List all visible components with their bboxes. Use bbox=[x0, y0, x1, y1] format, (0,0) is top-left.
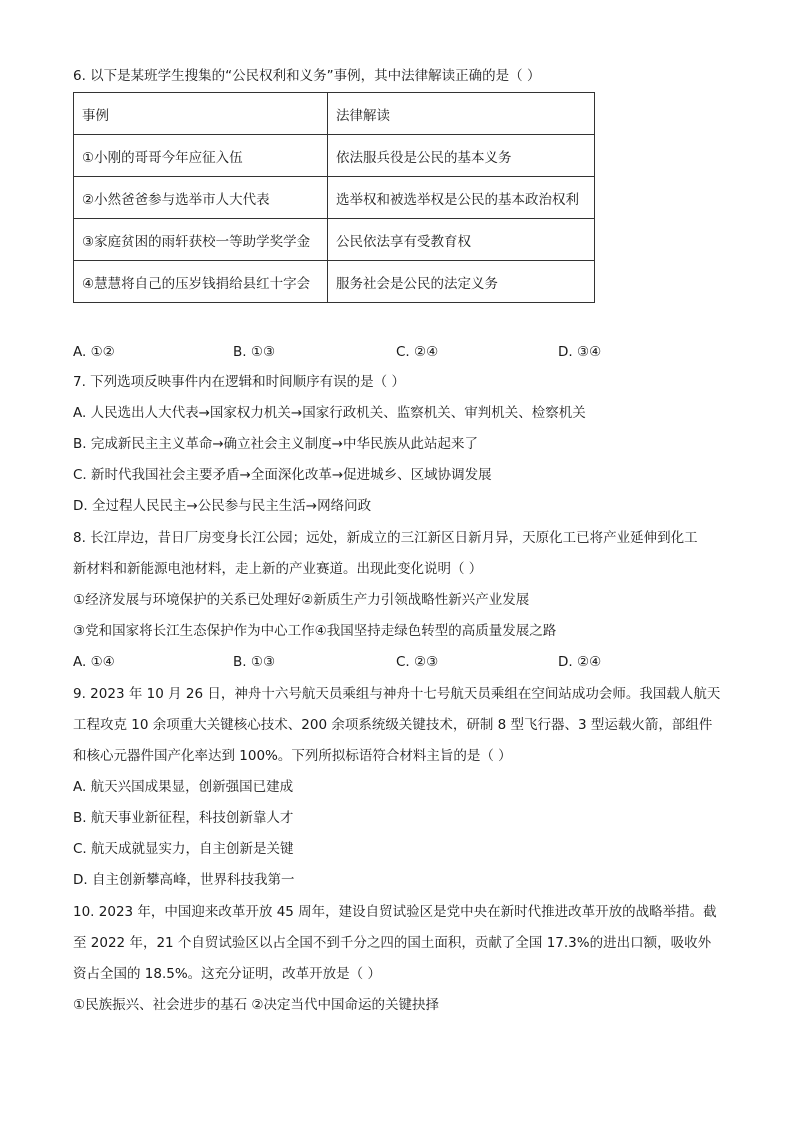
table-cell: ③家庭贫困的雨轩获校一等助学奖学金 bbox=[74, 219, 328, 261]
q9-stem-line: 9. 2023 年 10 月 26 日，神舟十六号航天员乘组与神舟十七号航天员乘组在空间站成功会师。我国载人航天 bbox=[73, 686, 721, 702]
table-cell: 依法服兵役是公民的基本义务 bbox=[328, 135, 595, 177]
q6-option-b: B. ①③ bbox=[233, 344, 276, 360]
q8-statement: ①经济发展与环境保护的关系已处理好②新质生产力引领战略性新兴产业发展 bbox=[73, 592, 530, 608]
q10-stem-line: 至 2022 年，21 个自贸试验区以占全国不到千分之四的国土面积，贡献了全国 17.3%的进出口额，吸收外 bbox=[73, 935, 712, 951]
q8-stem-line: 8. 长江岸边，昔日厂房变身长江公园；远处，新成立的三江新区日新月异，天原化工已将产业延伸到化工 bbox=[73, 530, 698, 546]
table-cell: ①小刚的哥哥今年应征入伍 bbox=[74, 135, 328, 177]
table-row bbox=[74, 177, 595, 219]
table-cell: 选举权和被选举权是公民的基本政治权利 bbox=[328, 177, 595, 219]
q6-table bbox=[73, 92, 595, 303]
table-cell: 服务社会是公民的法定义务 bbox=[328, 261, 595, 303]
q10-stem-line: 资占全国的 18.5%。这充分证明，改革开放是（ ） bbox=[73, 966, 381, 982]
q9-option-d: D. 自主创新攀高峰，世界科技我第一 bbox=[73, 872, 295, 888]
q6-option-d: D. ③④ bbox=[558, 344, 602, 360]
q8-option-c: C. ②③ bbox=[396, 654, 439, 670]
q8-option-b: B. ①③ bbox=[233, 654, 276, 670]
table-cell: ②小然爸爸参与选举市人大代表 bbox=[74, 177, 328, 219]
q8-stem-line: 新材料和新能源电池材料，走上新的产业赛道。出现此变化说明（ ） bbox=[73, 561, 483, 577]
q7-option-a: A. 人民选出人大代表→国家权力机关→国家行政机关、监察机关、审判机关、检察机关 bbox=[73, 405, 586, 421]
table-row bbox=[74, 219, 595, 261]
q7-option-d: D. 全过程人民民主→公民参与民主生活→网络问政 bbox=[73, 498, 372, 514]
q10-statement: ①民族振兴、社会进步的基石 ②决定当代中国命运的关键抉择 bbox=[73, 997, 439, 1013]
q8-option-a: A. ①④ bbox=[73, 654, 115, 670]
table-cell: 公民依法享有受教育权 bbox=[328, 219, 595, 261]
table-header-row bbox=[74, 93, 595, 135]
q9-stem-line: 工程攻克 10 余项重大关键核心技术、200 余项系统级关键技术，研制 8 型飞行器、3 型运载火箭，部组件 bbox=[73, 717, 713, 733]
q7-option-b: B. 完成新民主主义革命→确立社会主义制度→中华民族从此站起来了 bbox=[73, 436, 478, 452]
table-header-cell: 法律解读 bbox=[328, 93, 595, 135]
q9-stem-line: 和核心元器件国产化率达到 100%。下列所拟标语符合材料主旨的是（ ） bbox=[73, 748, 512, 764]
q9-option-a: A. 航天兴国成果显，创新强国已建成 bbox=[73, 779, 294, 795]
q8-option-d: D. ②④ bbox=[558, 654, 602, 670]
table-header-cell: 事例 bbox=[74, 93, 328, 135]
table-cell: ④慧慧将自己的压岁钱捐给县红十字会 bbox=[74, 261, 328, 303]
q9-option-b: B. 航天事业新征程，科技创新靠人才 bbox=[73, 810, 294, 826]
q8-statement: ③党和国家将长江生态保护作为中心工作④我国坚持走绿色转型的高质量发展之路 bbox=[73, 623, 557, 639]
q9-option-c: C. 航天成就显实力，自主创新是关键 bbox=[73, 841, 294, 857]
q7-option-c: C. 新时代我国社会主要矛盾→全面深化改革→促进城乡、区域协调发展 bbox=[73, 467, 492, 483]
q6-stem: 6. 以下是某班学生搜集的“公民权利和义务”事例，其中法律解读正确的是（ ） bbox=[73, 68, 541, 84]
q7-stem: 7. 下列选项反映事件内在逻辑和时间顺序有误的是（ ） bbox=[73, 374, 405, 390]
q10-stem-line: 10. 2023 年，中国迎来改革开放 45 周年，建设自贸试验区是党中央在新时代推进改革开放的战略举措。截 bbox=[73, 904, 717, 920]
table-row bbox=[74, 135, 595, 177]
q6-option-c: C. ②④ bbox=[396, 344, 439, 360]
table-row bbox=[74, 261, 595, 303]
q6-option-a: A. ①② bbox=[73, 344, 115, 360]
